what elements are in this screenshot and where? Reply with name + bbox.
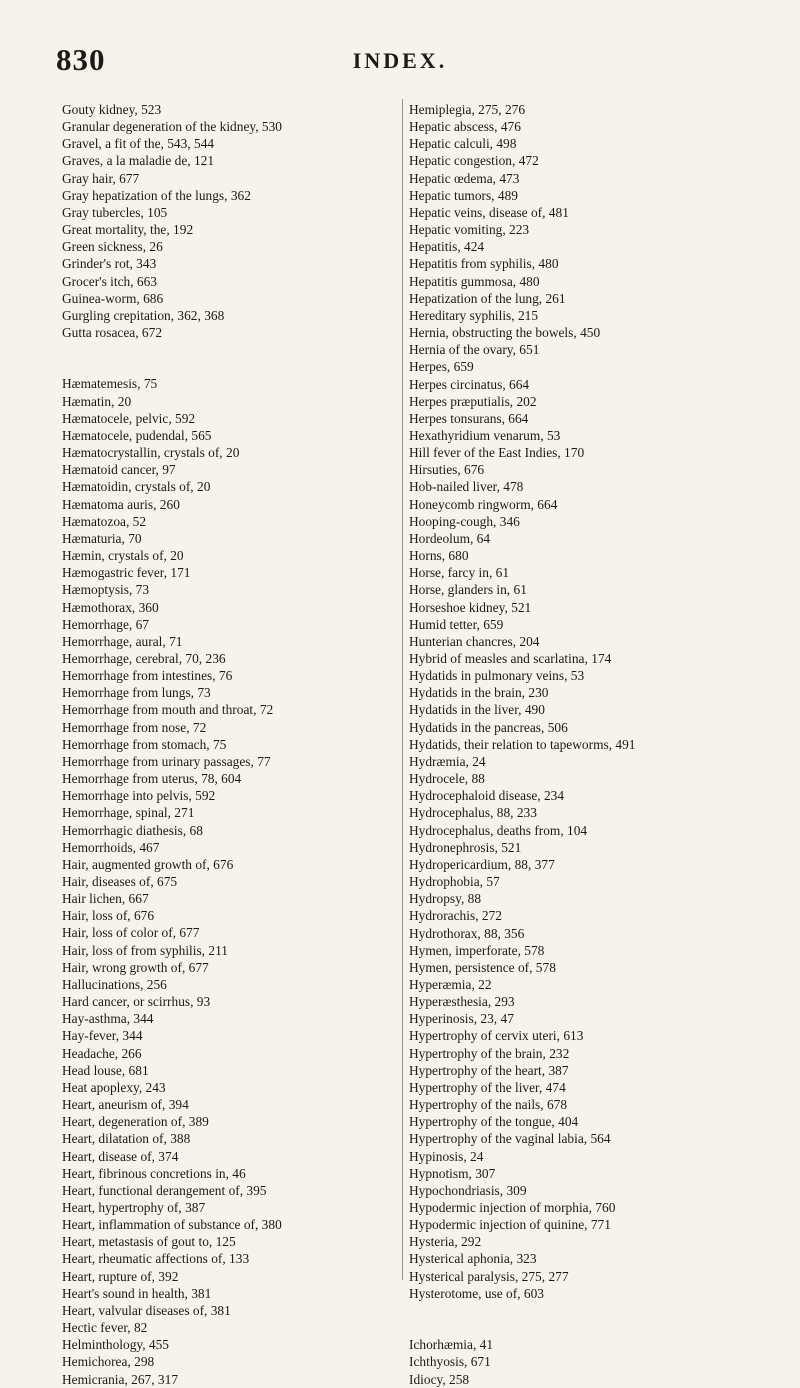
index-entry: Hay-fever, 344	[62, 1028, 143, 1044]
index-entry: Hexathyridium venarum, 53	[409, 427, 561, 443]
index-entry: Hydropsy, 88	[409, 891, 482, 907]
index-entry: Hernia, obstructing the bowels, 450	[409, 325, 601, 341]
index-entry: Hepatic abscess, 476	[409, 119, 521, 135]
index-entry: Heart, disease of, 374	[62, 1148, 179, 1164]
index-entry: Hypertrophy of the brain, 232	[409, 1045, 570, 1061]
index-column-left	[62, 101, 392, 1388]
index-entry: Gouty kidney, 523	[62, 102, 162, 117]
index-entry: Hypnotism, 307	[409, 1165, 496, 1181]
index-entry: Hæmatoma auris, 260	[62, 496, 180, 512]
index-entry: Hydrocele, 88	[409, 771, 485, 787]
index-entry: Guinea-worm, 686	[62, 290, 164, 306]
index-entry: Hæmatoidin, crystals of, 20	[62, 479, 211, 495]
index-entry: Hemorrhage, spinal, 271	[62, 805, 195, 821]
index-entry: Hirsuties, 676	[409, 462, 485, 478]
index-entry: Hypertrophy of the vaginal labia, 564	[409, 1131, 611, 1147]
index-entry: Hysterical paralysis, 275, 277	[409, 1268, 569, 1284]
index-entry: Herpes præputialis, 202	[409, 393, 537, 409]
index-entry: Heart, fibrinous concretions in, 46	[62, 1165, 246, 1181]
index-entry: Graves, a la maladie de, 121	[62, 153, 215, 169]
index-entry: Hair, diseases of, 675	[62, 874, 178, 890]
index-entry: Heart, degeneration of, 389	[62, 1114, 209, 1130]
index-entry: Hair, loss of from syphilis, 211	[62, 942, 228, 958]
index-list-right	[409, 101, 799, 1388]
index-entry: Hunterian chancres, 204	[409, 633, 540, 649]
index-entry: Hypodermic injection of quinine, 771	[409, 1217, 611, 1233]
index-entry: Hydatids in the brain, 230	[409, 685, 549, 701]
index-entry: Hypertrophy of the heart, 387	[409, 1062, 569, 1078]
index-entry: Gurgling crepitation, 362, 368	[62, 307, 225, 323]
index-entry: Hæmatin, 20	[62, 393, 132, 409]
index-entry: Hemorrhage, 67	[62, 616, 150, 632]
index-entry: Hæmatocele, pelvic, 592	[62, 410, 196, 426]
index-entry: Herpes circinatus, 664	[409, 376, 530, 392]
index-entry: Hymen, persistence of, 578	[409, 959, 556, 975]
index-entry: Great mortality, the, 192	[62, 222, 194, 238]
index-entry: Hæmaturia, 70	[62, 530, 142, 546]
running-head: INDEX.	[352, 48, 448, 73]
index-entry: Heart, rupture of, 392	[62, 1268, 179, 1284]
index-entry: Hæmatocrystallin, crystals of, 20	[62, 445, 240, 461]
index-entry: Horse, farcy in, 61	[409, 565, 510, 581]
index-entry: Hypinosis, 24	[409, 1148, 484, 1164]
index-entry: Gray hair, 677	[62, 170, 140, 186]
index-entry: Hard cancer, or scirrhus, 93	[62, 994, 211, 1010]
index-entry: Hymen, imperforate, 578	[409, 942, 545, 958]
index-entry: Hydrocephalus, deaths from, 104	[409, 822, 588, 838]
index-entry: Hemorrhoids, 467	[62, 839, 160, 855]
index-entry: Hæmatozoa, 52	[62, 513, 147, 529]
index-entry: Hydatids, their relation to tapeworms, 491	[409, 736, 636, 752]
index-entry: Gray tubercles, 105	[62, 204, 168, 220]
index-entry: Hæmatemesis, 75	[62, 376, 158, 392]
index-entry: Hypochondriasis, 309	[409, 1182, 527, 1198]
index-entry: Herpes tonsurans, 664	[409, 410, 529, 426]
index-entry: Hypertrophy of cervix uteri, 613	[409, 1028, 584, 1044]
index-entry: Green sickness, 26	[62, 239, 163, 255]
index-entry: Hepatic œdema, 473	[409, 170, 520, 186]
index-entry: Horseshoe kidney, 521	[409, 599, 532, 615]
index-entry: Heart, metastasis of gout to, 125	[62, 1234, 236, 1250]
index-entry: Heart, hypertrophy of, 387	[62, 1199, 206, 1215]
index-entry: Heart, aneurism of, 394	[62, 1097, 189, 1113]
index-entry: Hydatids in the pancreas, 506	[409, 719, 568, 735]
page-header	[0, 42, 800, 82]
index-entry: Heart, functional derangement of, 395	[62, 1182, 267, 1198]
index-entry: Hemorrhagic diathesis, 68	[62, 822, 203, 838]
index-entry: Gray hepatization of the lungs, 362	[62, 187, 251, 203]
index-entry: Hydrothorax, 88, 356	[409, 925, 525, 941]
index-entry: Hæmatocele, pudendal, 565	[62, 427, 212, 443]
index-entry: Hair, loss of color of, 677	[62, 925, 200, 941]
index-entry: Hemorrhage, aural, 71	[62, 633, 183, 649]
index-entry: Hemichorea, 298	[62, 1354, 155, 1370]
index-entry: Hypertrophy of the nails, 678	[409, 1097, 568, 1113]
page-number: 830	[56, 42, 106, 77]
index-entry: Herpes, 659	[409, 359, 474, 375]
index-entry: Honeycomb ringworm, 664	[409, 496, 558, 512]
index-entry: Hypertrophy of the tongue, 404	[409, 1114, 579, 1130]
index-entry: Hernia of the ovary, 651	[409, 342, 540, 358]
index-entry: Grinder's rot, 343	[62, 256, 157, 272]
index-entry: Hemorrhage, cerebral, 70, 236	[62, 650, 226, 666]
index-entry: Hereditary syphilis, 215	[409, 307, 539, 323]
index-entry: Hysterical aphonia, 323	[409, 1251, 537, 1267]
index-entry: Hydrorachis, 272	[409, 908, 502, 924]
index-entry: Hydatids in the liver, 490	[409, 702, 545, 718]
index-entry: Hydropericardium, 88, 377	[409, 856, 555, 872]
index-entry: Heart, dilatation of, 388	[62, 1131, 191, 1147]
index-entry: Hepatitis, 424	[409, 239, 485, 255]
index-entry: Hysterotome, use of, 603	[409, 1285, 544, 1301]
index-entry: Hepatic vomiting, 223	[409, 222, 530, 238]
index-entry: Hemiplegia, 275, 276	[409, 102, 526, 117]
index-entry: Hemorrhage from stomach, 75	[62, 736, 227, 752]
index-entry: Hooping-cough, 346	[409, 513, 520, 529]
index-entry: Hemorrhage from urinary passages, 77	[62, 753, 271, 769]
index-entry: Hallucinations, 256	[62, 976, 167, 992]
index-entry: Hemorrhage from nose, 72	[62, 719, 207, 735]
index-entry: Horns, 680	[409, 548, 469, 564]
index-entry: Hyperinosis, 23, 47	[409, 1011, 514, 1027]
index-entry: Grocer's itch, 663	[62, 273, 158, 289]
index-entry: Hepatic calculi, 498	[409, 136, 517, 152]
index-entry: Hysteria, 292	[409, 1234, 482, 1250]
index-entry: Hepatitis from syphilis, 480	[409, 256, 559, 272]
index-entry: Hemicrania, 267, 317	[62, 1371, 179, 1387]
index-entry: Heat apoplexy, 243	[62, 1079, 166, 1095]
index-entry: Hydræmia, 24	[409, 753, 486, 769]
index-entry: Hæmatoid cancer, 97	[62, 462, 176, 478]
index-entry: Hypertrophy of the liver, 474	[409, 1079, 566, 1095]
index-entry: Hepatization of the lung, 261	[409, 290, 566, 306]
index-entry: Hemorrhage into pelvis, 592	[62, 788, 216, 804]
index-entry: Hemorrhage from mouth and throat, 72	[62, 702, 274, 718]
index-entry: Hydatids in pulmonary veins, 53	[409, 668, 585, 684]
index-entry: Granular degeneration of the kidney, 530	[62, 119, 282, 135]
index-entry: Hepatic veins, disease of, 481	[409, 204, 569, 220]
index-entry: Heart's sound in health, 381	[62, 1285, 212, 1301]
index-entry: Idiocy, 258	[409, 1371, 470, 1387]
index-entry: Hæmothorax, 360	[62, 599, 159, 615]
index-list-left	[62, 101, 392, 1388]
index-entry: Hay-asthma, 344	[62, 1011, 154, 1027]
index-entry: Hybrid of measles and scarlatina, 174	[409, 651, 612, 666]
index-entry: Hydrophobia, 57	[409, 874, 500, 890]
index-entry: Hob-nailed liver, 478	[409, 479, 524, 495]
index-entry: Hordeolum, 64	[409, 530, 491, 546]
index-entry: Heart, rheumatic affections of, 133	[62, 1251, 250, 1267]
index-entry: Hydronephrosis, 521	[409, 839, 522, 855]
index-entry: Hair, wrong growth of, 677	[62, 959, 209, 975]
index-entry: Hæmogastric fever, 171	[62, 565, 191, 581]
index-entry: Hydrocephalus, 88, 233	[409, 805, 537, 821]
index-entry: Hæmoptysis, 73	[62, 582, 150, 598]
index-entry: Gutta rosacea, 672	[62, 325, 163, 341]
index-entry: Helminthology, 455	[62, 1337, 169, 1353]
index-entry: Hyperæmia, 22	[409, 976, 492, 992]
index-entry: Hemorrhage from uterus, 78, 604	[62, 771, 242, 787]
index-entry: Hectic fever, 82	[62, 1320, 148, 1336]
index-entry: Hemorrhage from intestines, 76	[62, 668, 233, 684]
index-entry: Heart, valvular diseases of, 381	[62, 1302, 231, 1318]
index-entry: Hepatic tumors, 489	[409, 187, 518, 203]
index-entry: Hair, loss of, 676	[62, 908, 155, 924]
index-entry: Hydrocephaloid disease, 234	[409, 788, 565, 804]
index-entry: Hyperæsthesia, 293	[409, 994, 515, 1010]
index-entry: Hemorrhage from lungs, 73	[62, 685, 211, 701]
index-entry: Hepatic congestion, 472	[409, 153, 539, 169]
index-column-right	[402, 99, 799, 1387]
index-entry: Hill fever of the East Indies, 170	[409, 445, 585, 461]
index-entry: Headache, 266	[62, 1045, 142, 1061]
index-entry: Gravel, a fit of the, 543, 544	[62, 136, 215, 152]
index-entry: Hypodermic injection of morphia, 760	[409, 1200, 616, 1215]
index-entry: Hair lichen, 667	[62, 891, 149, 907]
index-entry: Hepatitis gummosa, 480	[409, 273, 540, 289]
index-entry: Hair, augmented growth of, 676	[62, 856, 234, 872]
index-entry: Ichthyosis, 671	[409, 1354, 491, 1370]
section-gap	[409, 1302, 799, 1336]
index-entry: Ichorhæmia, 41	[409, 1337, 494, 1353]
index-entry: Heart, inflammation of substance of, 380	[62, 1217, 282, 1233]
index-entry: Hæmin, crystals of, 20	[62, 548, 184, 564]
index-entry: Humid tetter, 659	[409, 616, 504, 632]
index-entry: Horse, glanders in, 61	[409, 582, 527, 598]
index-entry: Head louse, 681	[62, 1062, 149, 1078]
section-gap	[62, 341, 392, 375]
